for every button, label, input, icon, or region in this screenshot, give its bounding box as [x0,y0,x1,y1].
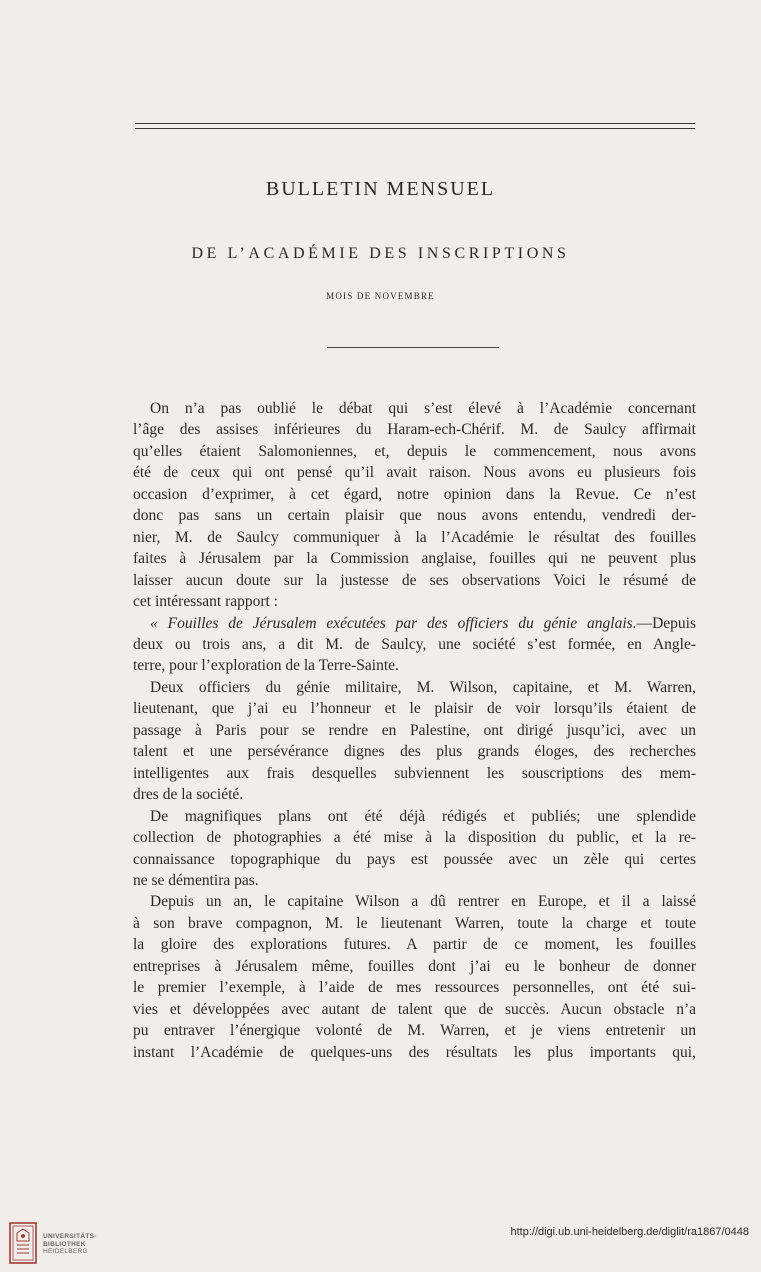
text-line: deux ou trois ans, a dit M. de Saulcy, une société s’est formée, en Angle- [133,635,696,653]
text-line: pu entraver l’énergique volonté de M. Warren, et je viens entretenir un [133,1022,696,1040]
section-divider [327,347,499,348]
page-subtitle: DE L’ACADÉMIE DES INSCRIPTIONS [191,245,570,262]
text-line: lieutenant, que j’ai eu l’honneur et le plaisir de voir lorsqu’ils étaient de [133,700,696,718]
text-line: terre, pour l’exploration de la Terre-Sainte. [133,657,399,675]
text-line: connaissance topographique du pays est poussée avec un zèle qui certes [133,850,696,868]
text-line [133,613,696,634]
institution-line: UNIVERSITÄTS- [43,1233,97,1240]
text-line: talent et une persévérance dignes des plus grands éloges, des recherches [133,743,696,761]
institution-line: HEIDELBERG [43,1248,88,1255]
text-line: collection de photographies a été mise à la disposition du public, et la re- [133,829,696,847]
text-line: De magnifiques plans ont été déjà rédigés et publiés; une splendide [150,807,696,825]
text-line: nier, M. de Saulcy communiquer à la l’Académie le résultat des fouilles [133,528,696,546]
text-line: occasion d’exprimer, à cet égard, notre opinion dans la Revue. Ce n’est [133,485,696,503]
month-label: MOIS DE NOVEMBRE [326,291,435,301]
text-line: entreprises à Jérusalem même, fouilles dont j’ai eu le bonheur de donner [133,957,696,975]
text-line: le premier l’exemple, à l’aide de mes ressources personnelles, ont été sui- [133,979,696,997]
institution-name [43,1233,97,1256]
university-seal-icon [8,1221,38,1265]
text-line: donc pas sans un certain plaisir que nous avons entendu, vendredi der- [133,507,696,525]
text-line: passage à Paris pour se rendre en Palestine, ont dirigé jusqu’ici, avec un [133,721,696,739]
text-line: qu’elles étaient Salomoniennes, et, depuis le commencement, nous avons [133,442,696,460]
text-line: dres de la société. [133,786,244,804]
paragraph-1 [133,398,696,613]
paragraph-4 [133,806,696,892]
text-line: vies et développées avec autant de talent que de succès. Aucun obstacle n’a [133,1000,696,1018]
paragraph-5 [133,891,696,1063]
text-line: la gloire des explorations futures. A partir de ce moment, les fouilles [133,936,696,954]
text-line: Depuis un an, le capitaine Wilson a dû rentrer en Europe, et il a laissé [150,893,696,911]
text-line: intelligentes aux frais desquelles subviennent les souscriptions des mem- [133,764,696,782]
text-line: On n’a pas oublié le débat qui s’est élevé à l’Académie concernant [150,400,696,417]
lead-continuation: —Depuis [636,614,696,632]
header-double-rule [135,123,695,129]
italic-heading: « Fouilles de Jérusalem exécutées par des officiers du génie anglais. [150,614,637,632]
text-line: l’âge des assises inférieures du Haram-ech-Chérif. M. de Saulcy affirmait [133,421,696,439]
text-line: cet intéressant rapport : [133,593,279,611]
text-line: faites à Jérusalem par la Commission anglaise, fouilles qui ne peuvent plus [133,550,696,568]
text-line: à son brave compagnon, M. le lieutenant Warren, toute la charge et toute [133,914,696,932]
article-body [133,398,696,1063]
source-url-link[interactable]: http://digi.ub.uni-heidelberg.de/diglit/ra1867/0448 [510,1226,749,1238]
text-line: instant l’Académie de quelques-uns des résultats les plus importants qui, [133,1043,696,1061]
text-line: Deux officiers du génie militaire, M. Wilson, capitaine, et M. Warren, [150,678,696,696]
paragraph-2 [133,613,696,677]
paragraph-3 [133,677,696,806]
institution-line: BIBLIOTHEK [43,1240,86,1248]
page-title: BULLETIN MENSUEL [265,178,496,200]
text-line: laisser aucun doute sur la justesse de ses observations Voici le résumé de [133,571,696,589]
text-line: été de ceux qui ont pensé qu’il avait raison. Nous avons eu plusieurs fois [133,464,696,482]
text-line: ne se démentira pas. [133,871,259,889]
